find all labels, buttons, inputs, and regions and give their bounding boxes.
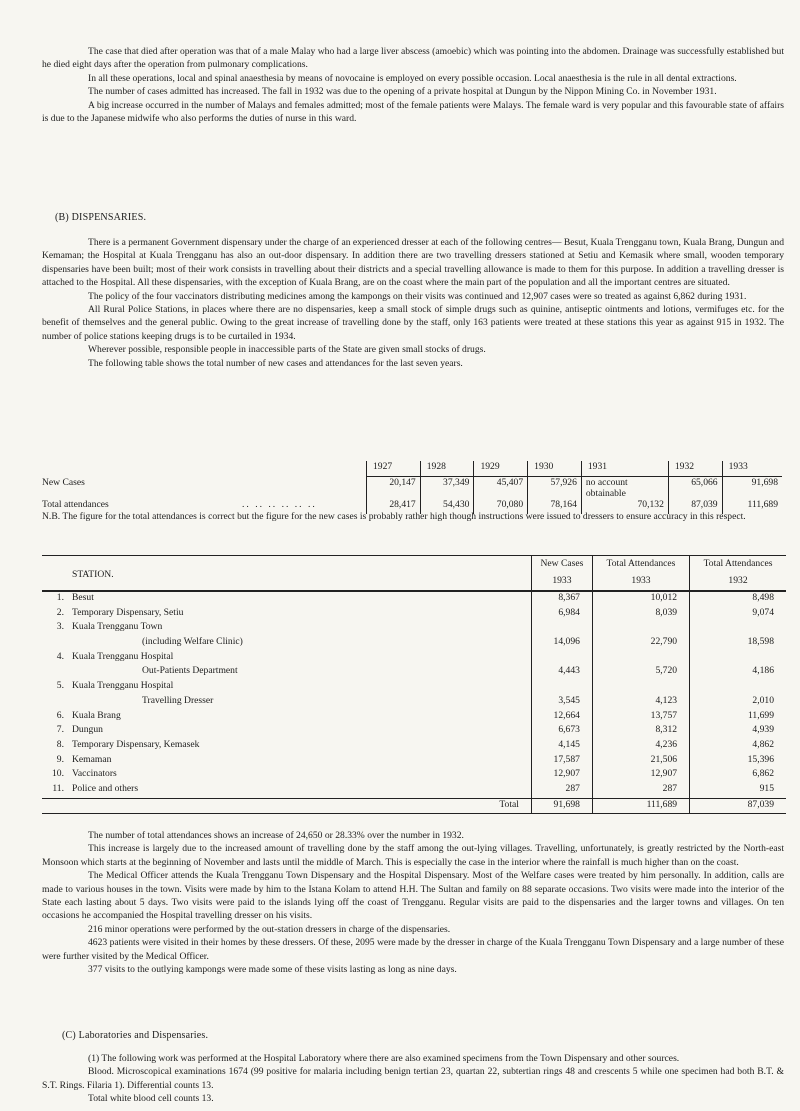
paragraph: The Medical Officer attends the Kuala Trengganu Town Dispensary and the Hospital Dispensary. Most of the Welfare cases were treated by him personally. In addition, calls are made to various houses in the town. Visits were made by him to the Istana Kolam to attend H.H. The Sultan and family on 88 separate occasions. Two visits were made into the interior of the State each lasting about 5 days. Two visits were paid to the islands lying off the coast of Trengganu. Regular visits are paid to the dispensaries and the larger towns and villages. On ten occasions he accompanied the Hospital travelling dresser on his visits.	[42, 870, 784, 922]
paragraph: Total white blood cell counts 13.	[88, 1093, 214, 1105]
row-number	[42, 695, 72, 710]
station-name: Kuala Brang	[72, 709, 121, 721]
station-name: Police and others	[72, 782, 139, 794]
attendance-1933-cell: 21,506	[592, 754, 689, 769]
attendance-1932-cell: 11,699	[690, 710, 786, 725]
new-cases-cell: 287	[531, 783, 592, 798]
column-year: 1933	[531, 569, 592, 591]
table-cell: 78,164	[528, 499, 582, 514]
paragraph: The number of total attendances shows an increase of 24,650 or 28.33% over the number in 1932.	[88, 830, 464, 841]
paragraph: The following table shows the total number of new cases and attendances for the last seven years.	[88, 357, 463, 369]
attendance-1932-cell: 915	[690, 783, 786, 798]
station-name: Out-Patients Department	[142, 665, 238, 677]
attendance-1933-cell: 8,312	[592, 724, 689, 739]
table-row	[42, 477, 782, 500]
paragraph: The number of cases admitted has increased. The fall in 1932 was due to the opening of a private hospital at Dungun by the Nippon Mining Co. in November 1931.	[88, 86, 717, 98]
table-cell: 87,039	[668, 499, 722, 514]
table-cell: 28,417	[367, 499, 421, 514]
station-name: Dungun	[72, 724, 103, 736]
new-cases-cell	[531, 651, 592, 666]
column-header: Total Attendances	[592, 556, 689, 570]
row-number: 6.	[56, 709, 64, 721]
seven-year-table	[42, 461, 782, 514]
attendance-1932-cell: 8,498	[690, 591, 786, 607]
row-number	[42, 665, 72, 680]
new-cases-cell: 4,443	[531, 665, 592, 680]
paragraph: (1) The following work was performed at the Hospital Laboratory where there are also examined specimens from the Town Dispensary and other sources.	[88, 1053, 680, 1064]
attendance-1932-cell: 15,396	[690, 754, 786, 769]
paragraph: The policy of the four vaccinators distributing medicines among the kampongs on their visits was continued and 12,907 cases were so treated as against 6,862 during 1931.	[88, 290, 747, 302]
table-row: Total attendances .. .. .. .. .. .. 28,417 54,430 70,080 78,164 70,132 87,039 111,689	[42, 499, 782, 514]
total-label: Total	[72, 798, 531, 814]
station-name: Besut	[72, 592, 94, 603]
row-number: 8.	[56, 738, 64, 750]
new-cases-cell: 6,984	[531, 607, 592, 622]
year-cell: 1930	[528, 461, 582, 477]
row-number: 9.	[56, 753, 64, 765]
year-header-row	[42, 461, 782, 477]
attendance-1933-cell: 4,236	[592, 739, 689, 754]
table-cell: 37,349	[420, 477, 474, 500]
table-cell: 54,430	[420, 499, 474, 514]
table-row	[42, 680, 786, 695]
table-row	[42, 665, 786, 680]
attendance-1932-cell: 4,939	[690, 724, 786, 739]
column-header: Total Attendances	[690, 556, 786, 570]
attendance-1932-cell: 18,598	[690, 636, 786, 651]
new-cases-cell	[531, 621, 592, 636]
paragraph: The case that died after operation was that of a male Malay who had a large liver abscess (amoebic) which was pointing into the abdomen. Drainage was successfully established but he died eight days after the operation from pulmonary complications.	[42, 46, 784, 71]
table-cell: no account obtainable	[581, 477, 668, 500]
table-row	[42, 754, 786, 769]
attendance-1933-cell: 10,012	[592, 591, 689, 607]
attendance-1932-cell: 4,862	[690, 739, 786, 754]
new-cases-cell: 12,664	[531, 710, 592, 725]
paragraph: 377 visits to the outlying kampongs were made some of these visits lasting as long as nine days.	[88, 964, 457, 976]
table-row	[42, 591, 786, 607]
station-header: STATION.	[42, 556, 531, 592]
table-cell: 45,407	[474, 477, 528, 500]
year-cell: 1927	[367, 461, 421, 477]
laboratories-section	[42, 1052, 784, 1106]
attendance-1933-cell: 12,907	[592, 768, 689, 783]
year-cell: 1928	[420, 461, 474, 477]
station-name: Temporary Dispensary, Setiu	[72, 606, 184, 618]
table-cell: 57,926	[528, 477, 582, 500]
column-year: 1932	[690, 569, 786, 591]
table-row	[42, 783, 786, 798]
paragraph: There is a permanent Government dispensary under the charge of an experienced dresser at each of the following centres— Besut, Kuala Trengganu town, Kuala Brang, Dungun and Kemaman; the Hospital at Kuala Trengganu has also an out-door dispensary. In addition there are two travelling dressers stationed at Setiu and Kemasik where small, wooden temporary dispensaries have been built; most of their work consists in travelling about their districts and a special travelling allowance is made to them for this purpose. In addition a travelling dresser is attached to the Hospital. All these dispensaries, with the exception of Kuala Brang, are on the coast where the main part of the population and all the important centres are situated.	[42, 237, 784, 289]
note-text: N.B. The figure for the total attendances is correct but the figure for the new cases is probably rather high though instructions were issued to dressers to ensure accuracy in this respect.	[42, 511, 746, 522]
paragraph: This increase is largely due to the increased amount of travelling done by the staff among the out-lying villages. Travelling, unfortunately, is greatly restricted by the North-east Monsoon which starts at the beginning of November and lasts until the middle of March. This is especially the case in the interior where the rainfall is much higher than on the coast.	[42, 843, 784, 868]
section-heading-dispensaries: (B) DISPENSARIES.	[55, 212, 147, 223]
station-name: Kuala Trengganu Hospital	[72, 680, 174, 692]
table-row	[42, 710, 786, 725]
new-cases-cell: 8,367	[531, 591, 592, 607]
discussion-section	[42, 829, 784, 976]
table-row	[42, 724, 786, 739]
table-cell: 111,689	[722, 499, 782, 514]
station-table	[42, 555, 786, 814]
station-name: Kuala Trengganu Town	[72, 621, 163, 633]
attendance-1933-cell	[592, 680, 689, 695]
attendance-1933-cell: 22,790	[592, 636, 689, 651]
station-rows	[42, 591, 786, 798]
year-cell: 1933	[722, 461, 782, 477]
row-label: New Cases	[42, 476, 85, 488]
attendance-1933-cell	[592, 621, 689, 636]
attendance-1933-cell	[592, 651, 689, 666]
attendance-1932-cell: 4,186	[690, 665, 786, 680]
attendance-1933-cell: 8,039	[592, 607, 689, 622]
table-cell: 70,132	[581, 499, 668, 514]
row-label: Total attendances	[42, 499, 109, 510]
note-block	[42, 510, 784, 523]
total-cell: 91,698	[531, 798, 592, 814]
new-cases-cell: 4,145	[531, 739, 592, 754]
attendance-1932-cell: 6,862	[690, 768, 786, 783]
row-number: 4.	[56, 650, 64, 662]
station-name: Vaccinators	[72, 768, 117, 780]
table-row	[42, 636, 786, 651]
new-cases-cell: 6,673	[531, 724, 592, 739]
total-row	[42, 798, 786, 814]
attendance-1932-cell: 2,010	[690, 695, 786, 710]
year-cell: 1932	[668, 461, 722, 477]
station-name: Kemaman	[72, 753, 112, 765]
attendance-1932-cell	[690, 651, 786, 666]
table-row	[42, 651, 786, 666]
column-year: 1933	[592, 569, 689, 591]
new-cases-cell	[531, 680, 592, 695]
table-cell: 91,698	[722, 477, 782, 500]
new-cases-cell: 14,096	[531, 636, 592, 651]
dispensaries-section	[42, 236, 784, 370]
paragraph: All Rural Police Stations, in places where there are no dispensaries, keep a small stock of simple drugs such as quinine, antiseptic ointments and lotions, vermifuges etc. for the benefit of themselves and the general public. Owing to the great increase of travelling done by the staff, only 163 patients were treated at these stations this year as against 915 in 1932. The number of police stations keeping drugs is to be curtailed in 1934.	[42, 304, 784, 342]
attendance-1932-cell: 9,074	[690, 607, 786, 622]
table-row	[42, 739, 786, 754]
new-cases-cell: 3,545	[531, 695, 592, 710]
row-number: 11.	[52, 782, 64, 794]
section-heading-laboratories: (C) Laboratories and Dispensaries.	[62, 1030, 209, 1041]
table-cell: 20,147	[367, 477, 421, 500]
row-number: 2.	[56, 606, 64, 618]
total-cell: 87,039	[690, 798, 786, 814]
column-header: New Cases	[531, 556, 592, 570]
attendance-1933-cell: 5,720	[592, 665, 689, 680]
paragraph: In all these operations, local and spinal anaesthesia by means of novocaine is employed on every possible occasion. Local anaesthesia is the rule in all dental extractions.	[88, 72, 737, 84]
year-cell: 1929	[474, 461, 528, 477]
station-name: Temporary Dispensary, Kemasek	[72, 738, 200, 750]
paragraph: 216 minor operations were performed by the out-station dressers in charge of the dispensaries.	[88, 923, 451, 935]
paragraph: Blood. Microscopical examinations 1674 (99 positive for malaria including benign tertian 23, quartan 22, subtertian rings 48 and crescents 5 while one specimen had both B.T. & S.T. Rings. Filaria 1). Differential counts 13.	[42, 1066, 784, 1091]
row-number: 5.	[56, 680, 64, 692]
table-row	[42, 695, 786, 710]
new-cases-cell: 17,587	[531, 754, 592, 769]
station-name: (including Welfare Clinic)	[142, 636, 243, 648]
paragraph: A big increase occurred in the number of Malays and females admitted; most of the female patients were Malays. The female ward is very popular and this favourable state of affairs is due to the Japanese midwife who also performs the duties of nurse in this ward.	[42, 99, 784, 125]
row-number: 1.	[56, 592, 64, 603]
attendance-1933-cell: 4,123	[592, 695, 689, 710]
row-number	[42, 636, 72, 651]
year-cell: 1931	[581, 461, 668, 477]
table-row	[42, 621, 786, 636]
attendance-1933-cell: 287	[592, 783, 689, 798]
paragraph: Wherever possible, responsible people in inaccessible parts of the State are given small stocks of drugs.	[88, 344, 486, 356]
row-number: 7.	[56, 724, 64, 736]
table-row	[42, 607, 786, 622]
paragraph: 4623 patients were visited in their homes by these dressers. Of these, 2095 were made by the dresser in charge of the Kuala Trengganu Town Dispensary and a large number of these were further visited by the Medical Officer.	[42, 937, 784, 962]
attendance-1933-cell: 13,757	[592, 710, 689, 725]
total-cell: 111,689	[592, 798, 689, 814]
row-number: 10.	[52, 768, 64, 780]
station-name: Travelling Dresser	[142, 694, 214, 706]
attendance-1932-cell	[690, 680, 786, 695]
table-row	[42, 768, 786, 783]
new-cases-cell: 12,907	[531, 768, 592, 783]
table-cell: 65,066	[668, 477, 722, 500]
table-cell: 70,080	[474, 499, 528, 514]
station-name: Kuala Trengganu Hospital	[72, 650, 174, 662]
intro-section	[42, 45, 784, 125]
attendance-1932-cell	[690, 621, 786, 636]
row-number: 3.	[56, 621, 64, 633]
